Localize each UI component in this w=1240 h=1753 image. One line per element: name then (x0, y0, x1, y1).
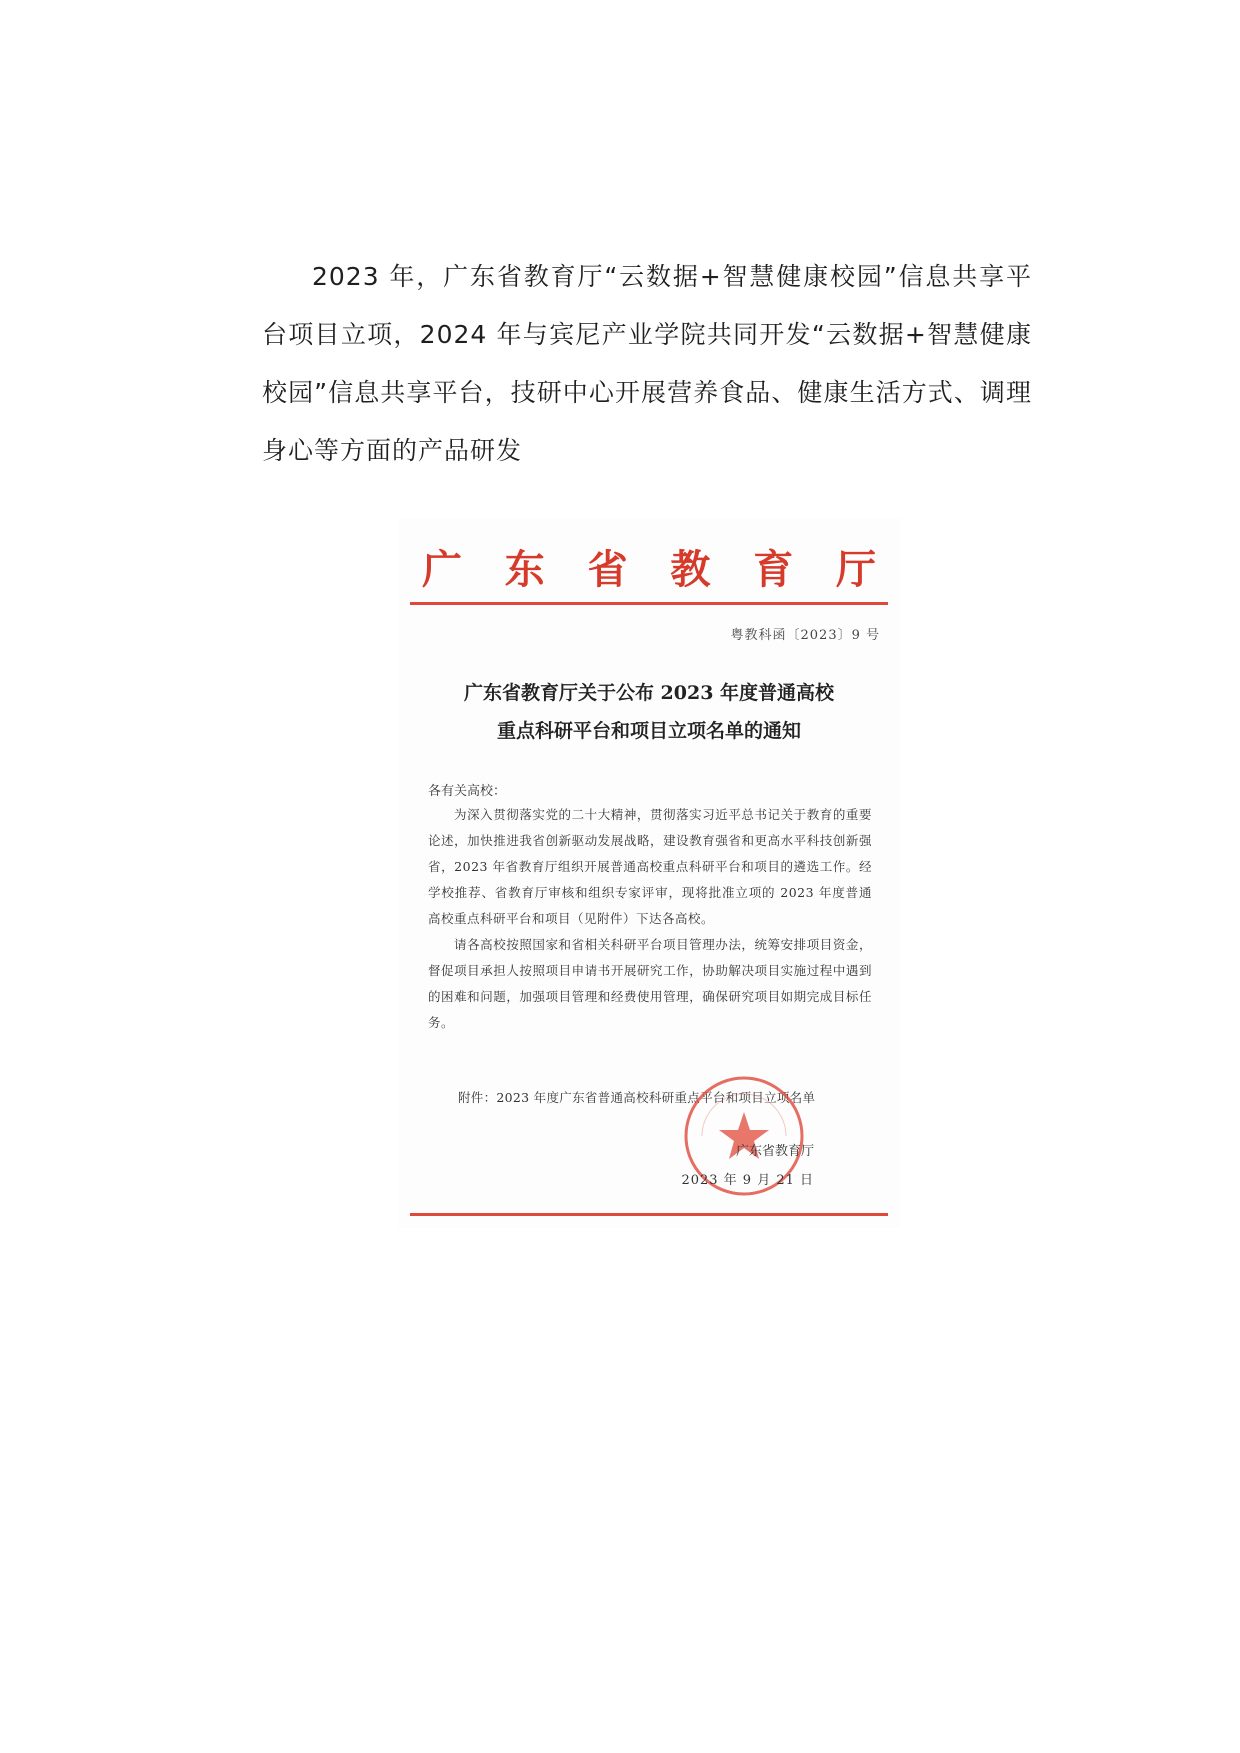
notice-body (428, 802, 872, 1036)
notice-salutation: 各有关高校： (428, 784, 507, 799)
letterhead-char: 教 (670, 545, 713, 593)
notice-paragraph: 为深入贯彻落实党的二十大精神，贯彻落实习近平总书记关于教育的重要论述，加快推进我省创新驱动发展战略，建设教育强省和更高水平科技创新强省，2023 年省教育厅组织开展普通高校重点科研平台和项目的遴选工作。经学校推荐、省教育厅审核和组织专家评审，现将批准立项的 2023 年度普通高校重点科研平台和项目（见附件）下达各高校。 (428, 807, 872, 926)
letterhead-divider (410, 602, 888, 605)
footer-divider (410, 1213, 888, 1216)
notice-attachment: 附件：2023 年度广东省普通高校科研重点平台和项目立项名单 (458, 1090, 816, 1105)
document-number: 粤教科函〔2023〕9 号 (730, 628, 880, 643)
notice-signature: 广东省教育厅 (735, 1144, 814, 1159)
intro-paragraph: 2023 年，广东省教育厅“云数据+智慧健康校园”信息共享平台项目立项，2024 年与宾尼产业学院共同开发“云数据+智慧健康校园”信息共享平台，技研中心开展营养食品、健康生活方式、调理身心等方面的产品研发 (262, 262, 1032, 465)
letterhead-char: 省 (587, 545, 630, 593)
notice-title-line: 重点科研平台和项目立项名单的通知 (496, 720, 801, 742)
letterhead-char: 广 (422, 545, 464, 593)
notice-title (398, 674, 900, 750)
notice-title-line: 广东省教育厅关于公布 2023 年度普通高校 (463, 682, 835, 704)
embedded-notice-scan (398, 518, 900, 1228)
notice-paragraph: 请各高校按照国家和省相关科研平台项目管理办法，统筹安排项目资金，督促项目承担人按照项目申请书开展研究工作，协助解决项目实施过程中遇到的困难和问题，加强项目管理和经费使用管理，确保研究项目如期完成目标任务。 (428, 937, 872, 1030)
notice-letterhead (418, 538, 882, 594)
letterhead-char: 厅 (835, 545, 878, 593)
letterhead-char: 育 (753, 545, 796, 593)
letterhead-char: 东 (504, 545, 547, 593)
intro-section (262, 248, 1032, 480)
notice-date: 2023 年 9 月 21 日 (681, 1173, 814, 1188)
